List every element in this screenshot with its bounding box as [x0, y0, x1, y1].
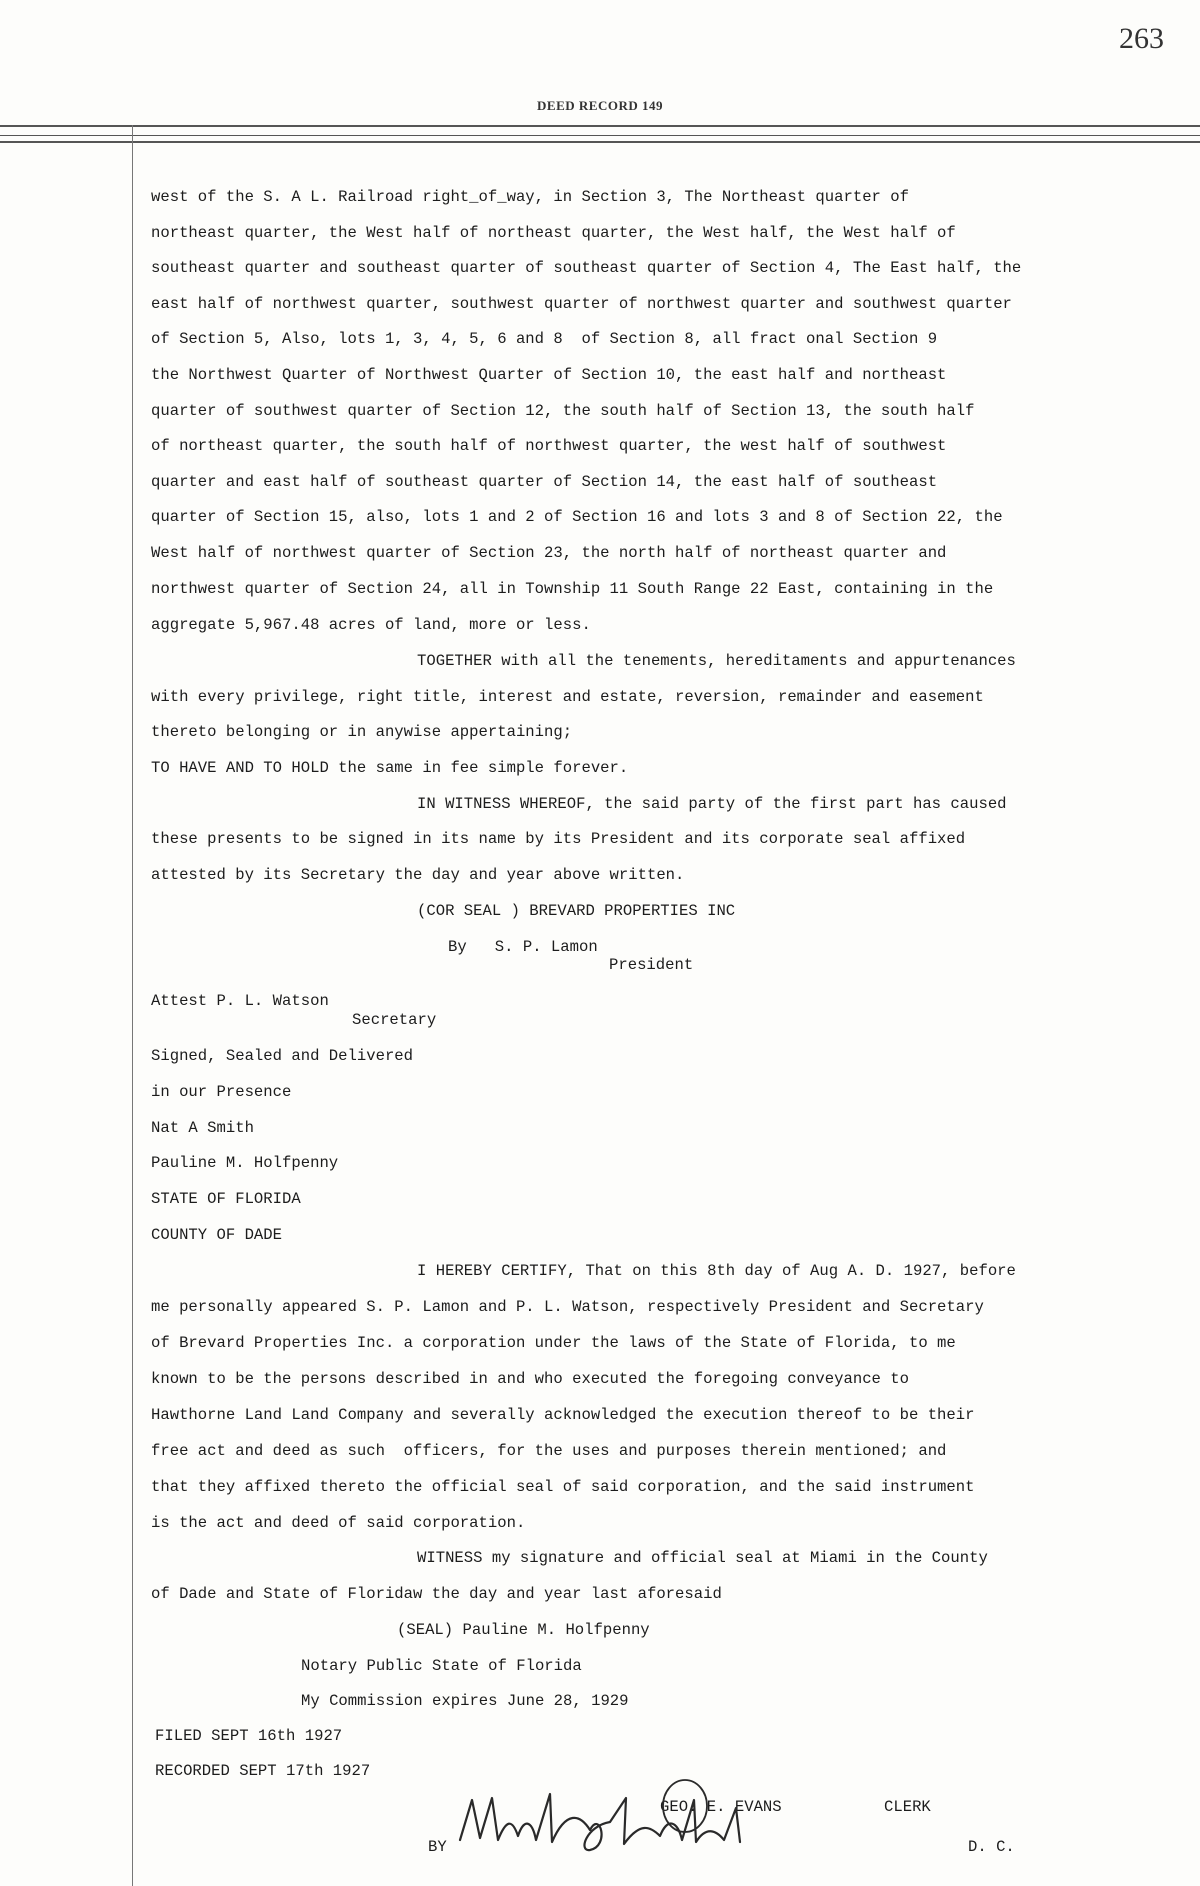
witness-heading: Signed, Sealed and Delivered — [151, 1047, 414, 1065]
corporate-seal-line: (COR SEAL ) BREVARD PROPERTIES INC — [417, 902, 736, 920]
together-clause: TOGETHER with all the tenements, hereditaments and appurtenances — [417, 652, 1016, 670]
habendum-clause: TO HAVE AND TO HOLD the same in fee simple forever. — [151, 759, 629, 777]
attest-title: Secretary — [352, 1011, 437, 1029]
acknowledgment-line: is the act and deed of said corporation. — [151, 1514, 526, 1532]
deed-text-line: these presents to be signed in its name by its President and its corporate seal affixed — [151, 830, 966, 848]
notary-witness-line: of Dade and State of Floridaw the day and year last aforesaid — [151, 1585, 722, 1603]
deed-text-line: aggregate 5,967.48 acres of land, more or less. — [151, 616, 591, 634]
deed-text-line: of northeast quarter, the south half of northwest quarter, the west half of southwest — [151, 437, 947, 455]
deed-text-line: northeast quarter, the West half of northeast quarter, the West half, the West half of — [151, 224, 956, 242]
deed-text-line: with every privilege, right title, interest and estate, reversion, remainder and easement — [151, 688, 984, 706]
notary-seal-line: (SEAL) Pauline M. Holfpenny — [397, 1621, 650, 1639]
acknowledgment-line: Hawthorne Land Land Company and severally acknowledged the execution thereof to be their — [151, 1406, 975, 1424]
deed-text-line: of Section 5, Also, lots 1, 3, 4, 5, 6 and 8 of Section 8, all fract onal Section 9 — [151, 330, 938, 348]
attest-line: Attest P. L. Watson — [151, 992, 329, 1010]
acknowledgment-line: me personally appeared S. P. Lamon and P. L. Watson, respectively President and Secretary — [151, 1298, 984, 1316]
venue-county: COUNTY OF DADE — [151, 1226, 283, 1244]
deed-text-line: northwest quarter of Section 24, all in Township 11 South Range 22 East, containing in the — [151, 580, 994, 598]
deed-text-line: quarter of southwest quarter of Section 12, the south half of Section 13, the south half — [151, 402, 975, 420]
witness-name: Nat A Smith — [151, 1119, 254, 1137]
deed-text-line: quarter and east half of southeast quarter of Section 14, the east half of southeast — [151, 473, 938, 491]
page-number: 263 — [1119, 22, 1164, 55]
signer-title: President — [609, 956, 694, 974]
deed-text-line: West half of northwest quarter of Section 23, the north half of northeast quarter and — [151, 544, 947, 562]
deed-text-line: west of the S. A L. Railroad right_of_way, in Section 3, The Northeast quarter of — [151, 188, 909, 206]
filed-date: FILED SEPT 16th 1927 — [155, 1727, 343, 1745]
deed-text-line: thereto belonging or in anywise appertaining; — [151, 723, 573, 741]
witness-name: Pauline M. Holfpenny — [151, 1154, 339, 1172]
deed-text-line: southeast quarter and southeast quarter of southeast quarter of Section 4, The East half, the — [151, 259, 1022, 277]
notary-witness-line: WITNESS my signature and official seal at Miami in the County — [417, 1549, 988, 1567]
recorded-date: RECORDED SEPT 17th 1927 — [155, 1762, 371, 1780]
witness-heading: in our Presence — [151, 1083, 292, 1101]
deputy-clerk-signature — [440, 1770, 820, 1880]
by-label: BY — [428, 1838, 447, 1856]
notary-title: Notary Public State of Florida — [301, 1657, 582, 1675]
acknowledgment-line: free act and deed as such officers, for the uses and purposes therein mentioned; and — [151, 1442, 947, 1460]
record-book-title: DEED RECORD 149 — [537, 98, 663, 113]
deed-text-line: attested by its Secretary the day and year above written. — [151, 866, 685, 884]
clerk-title: CLERK — [884, 1798, 931, 1816]
acknowledgment-line: known to be the persons described in and who executed the foregoing conveyance to — [151, 1370, 909, 1388]
signed-by: By S. P. Lamon — [448, 938, 598, 956]
acknowledgment-line: that they affixed thereto the official seal of said corporation, and the said instrument — [151, 1478, 975, 1496]
commission-expiry: My Commission expires June 28, 1929 — [301, 1692, 629, 1710]
clerk-name: GEO. E. EVANS — [660, 1798, 782, 1816]
venue-state: STATE OF FLORIDA — [151, 1190, 301, 1208]
deed-text-line: east half of northwest quarter, southwest quarter of northwest quarter and southwest quarter — [151, 295, 1012, 313]
deed-text-line: the Northwest Quarter of Northwest Quarter of Section 10, the east half and northeast — [151, 366, 947, 384]
deed-text-line: quarter of Section 15, also, lots 1 and 2 of Section 16 and lots 3 and 8 of Section 22, the — [151, 508, 1003, 526]
acknowledgment-line: I HEREBY CERTIFY, That on this 8th day of Aug A. D. 1927, before — [417, 1262, 1016, 1280]
deputy-clerk-label: D. C. — [968, 1838, 1015, 1856]
acknowledgment-line: of Brevard Properties Inc. a corporation under the laws of the State of Florida, to me — [151, 1334, 956, 1352]
witness-clause: IN WITNESS WHEREOF, the said party of the first part has caused — [417, 795, 1007, 813]
